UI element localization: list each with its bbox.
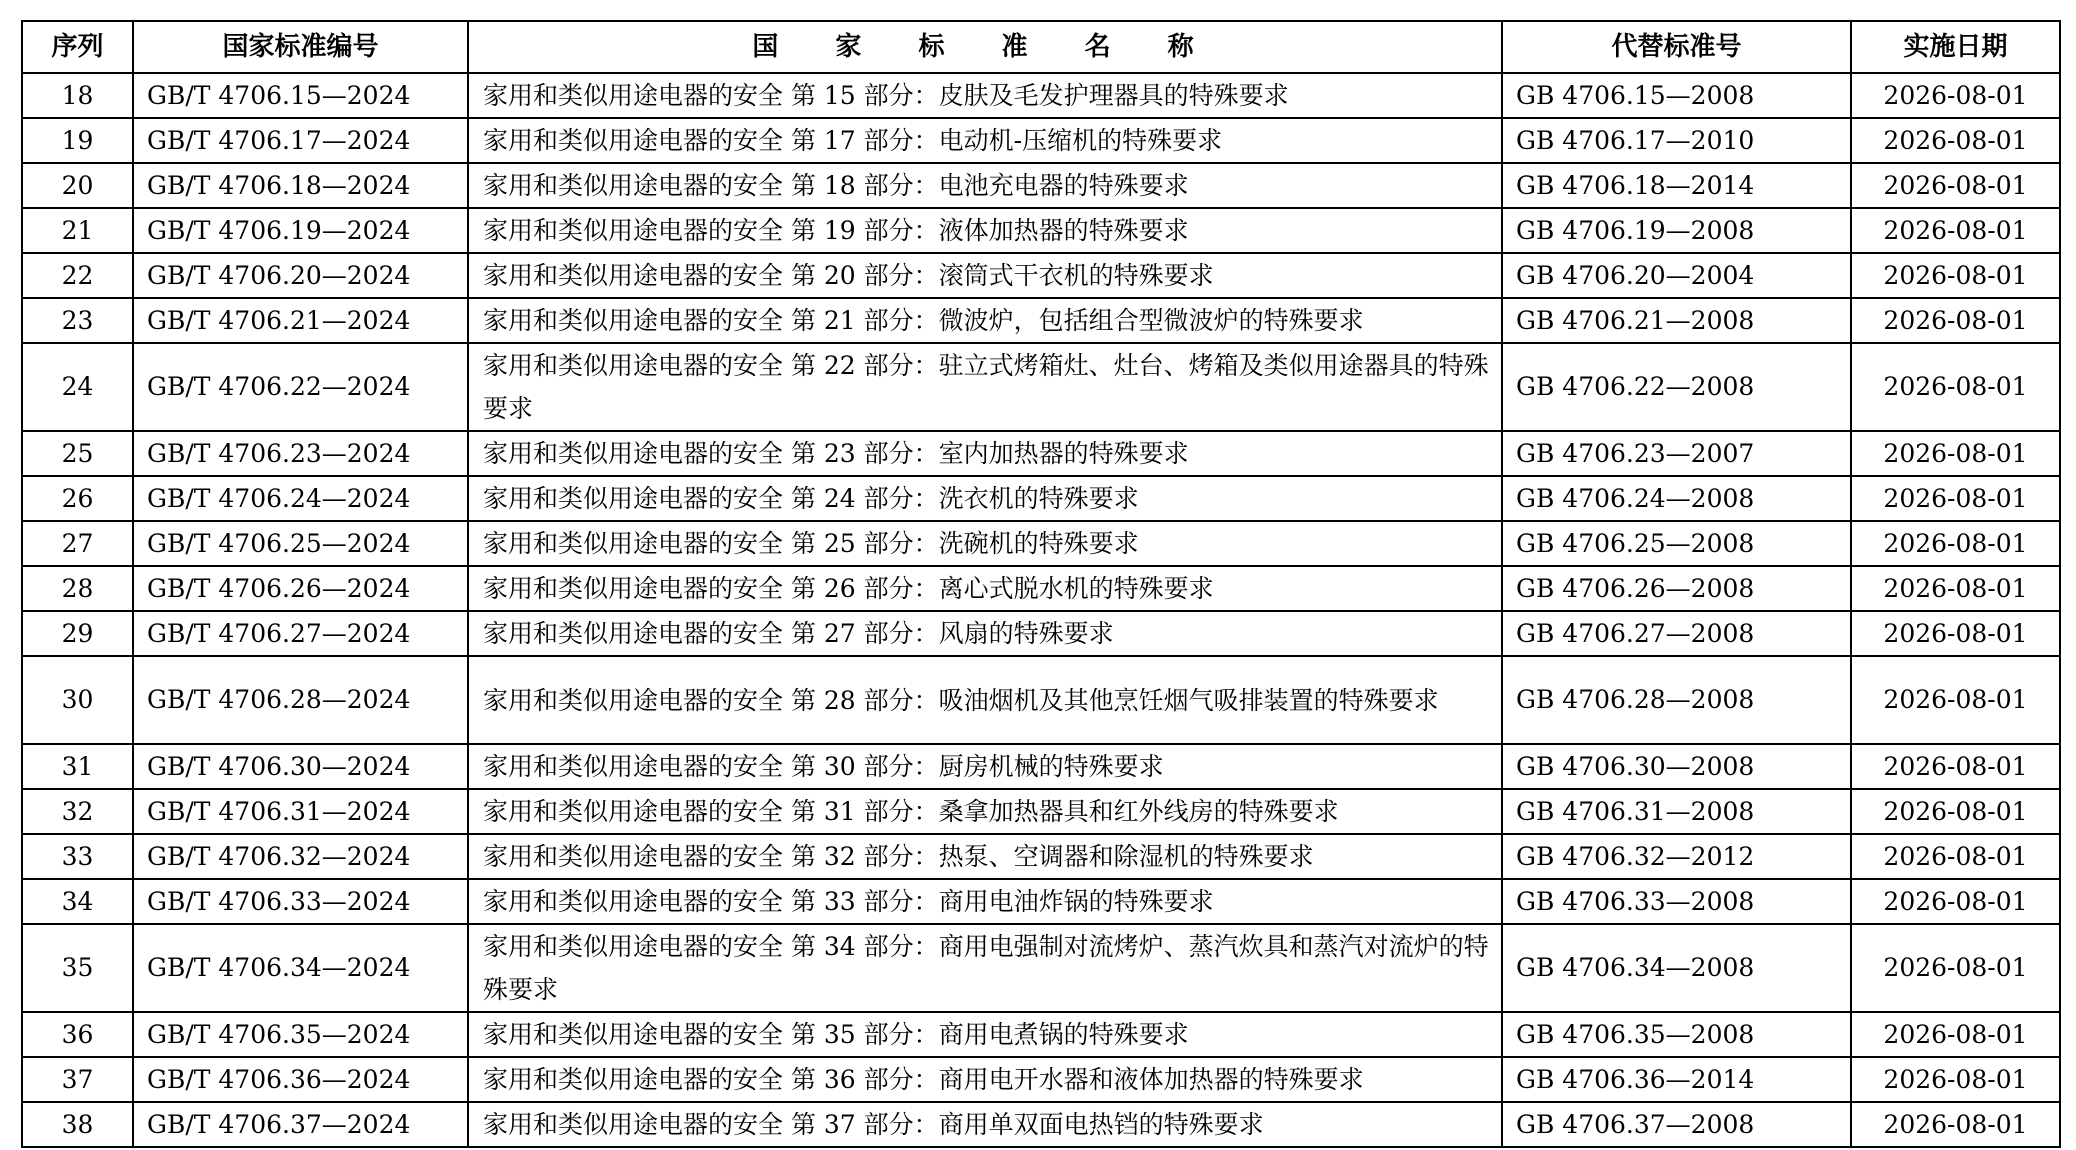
cell-replaced-standard: GB 4706.28—2008	[1502, 656, 1851, 744]
cell-standard-name: 家用和类似用途电器的安全 第 26 部分：离心式脱水机的特殊要求	[468, 566, 1502, 611]
cell-standard-code: GB/T 4706.18—2024	[133, 163, 468, 208]
table-row	[22, 118, 2060, 163]
table-row	[22, 431, 2060, 476]
header-replaced-standard: 代替标准号	[1502, 21, 1851, 73]
cell-standard-name: 家用和类似用途电器的安全 第 33 部分：商用电油炸锅的特殊要求	[468, 879, 1502, 924]
cell-implementation-date: 2026-08-01	[1851, 476, 2060, 521]
cell-standard-code: GB/T 4706.23—2024	[133, 431, 468, 476]
cell-implementation-date: 2026-08-01	[1851, 1057, 2060, 1102]
cell-seq: 34	[22, 879, 133, 924]
header-standard-name: 国 家 标 准 名 称	[468, 21, 1502, 73]
standards-document	[21, 20, 2059, 1148]
cell-implementation-date: 2026-08-01	[1851, 879, 2060, 924]
cell-implementation-date: 2026-08-01	[1851, 208, 2060, 253]
cell-seq: 29	[22, 611, 133, 656]
cell-standard-name: 家用和类似用途电器的安全 第 19 部分：液体加热器的特殊要求	[468, 208, 1502, 253]
header-standard-code: 国家标准编号	[133, 21, 468, 73]
table-row	[22, 253, 2060, 298]
cell-standard-name: 家用和类似用途电器的安全 第 27 部分：风扇的特殊要求	[468, 611, 1502, 656]
cell-seq: 33	[22, 834, 133, 879]
cell-standard-code: GB/T 4706.27—2024	[133, 611, 468, 656]
cell-implementation-date: 2026-08-01	[1851, 566, 2060, 611]
standards-table	[21, 20, 2061, 1148]
cell-seq: 22	[22, 253, 133, 298]
table-body	[22, 73, 2060, 1147]
table-row	[22, 476, 2060, 521]
cell-implementation-date: 2026-08-01	[1851, 611, 2060, 656]
cell-standard-name: 家用和类似用途电器的安全 第 20 部分：滚筒式干衣机的特殊要求	[468, 253, 1502, 298]
cell-seq: 37	[22, 1057, 133, 1102]
header-seq: 序列	[22, 21, 133, 73]
cell-replaced-standard: GB 4706.23—2007	[1502, 431, 1851, 476]
cell-implementation-date: 2026-08-01	[1851, 789, 2060, 834]
cell-implementation-date: 2026-08-01	[1851, 298, 2060, 343]
table-row	[22, 521, 2060, 566]
cell-replaced-standard: GB 4706.30—2008	[1502, 744, 1851, 789]
cell-implementation-date: 2026-08-01	[1851, 73, 2060, 118]
table-row	[22, 1012, 2060, 1057]
cell-implementation-date: 2026-08-01	[1851, 744, 2060, 789]
cell-replaced-standard: GB 4706.22—2008	[1502, 343, 1851, 431]
cell-standard-code: GB/T 4706.19—2024	[133, 208, 468, 253]
cell-replaced-standard: GB 4706.34—2008	[1502, 924, 1851, 1012]
cell-standard-name: 家用和类似用途电器的安全 第 32 部分：热泵、空调器和除湿机的特殊要求	[468, 834, 1502, 879]
cell-standard-code: GB/T 4706.32—2024	[133, 834, 468, 879]
header-row	[22, 21, 2060, 73]
cell-seq: 20	[22, 163, 133, 208]
cell-replaced-standard: GB 4706.31—2008	[1502, 789, 1851, 834]
cell-replaced-standard: GB 4706.15—2008	[1502, 73, 1851, 118]
cell-standard-code: GB/T 4706.30—2024	[133, 744, 468, 789]
table-row	[22, 1057, 2060, 1102]
cell-standard-code: GB/T 4706.25—2024	[133, 521, 468, 566]
table-row	[22, 879, 2060, 924]
table-row	[22, 834, 2060, 879]
cell-standard-name: 家用和类似用途电器的安全 第 34 部分：商用电强制对流烤炉、蒸汽炊具和蒸汽对流炉的特殊要求	[468, 924, 1502, 1012]
cell-standard-name: 家用和类似用途电器的安全 第 17 部分：电动机-压缩机的特殊要求	[468, 118, 1502, 163]
cell-standard-name: 家用和类似用途电器的安全 第 23 部分：室内加热器的特殊要求	[468, 431, 1502, 476]
cell-seq: 32	[22, 789, 133, 834]
table-row	[22, 789, 2060, 834]
cell-seq: 38	[22, 1102, 133, 1147]
cell-standard-code: GB/T 4706.20—2024	[133, 253, 468, 298]
cell-seq: 30	[22, 656, 133, 744]
cell-seq: 25	[22, 431, 133, 476]
cell-replaced-standard: GB 4706.26—2008	[1502, 566, 1851, 611]
table-header	[22, 21, 2060, 73]
table-row	[22, 298, 2060, 343]
table-row	[22, 744, 2060, 789]
cell-standard-code: GB/T 4706.17—2024	[133, 118, 468, 163]
cell-standard-code: GB/T 4706.24—2024	[133, 476, 468, 521]
cell-standard-code: GB/T 4706.37—2024	[133, 1102, 468, 1147]
table-row	[22, 611, 2060, 656]
cell-seq: 35	[22, 924, 133, 1012]
cell-seq: 31	[22, 744, 133, 789]
cell-replaced-standard: GB 4706.37—2008	[1502, 1102, 1851, 1147]
table-row	[22, 208, 2060, 253]
cell-standard-name: 家用和类似用途电器的安全 第 30 部分：厨房机械的特殊要求	[468, 744, 1502, 789]
cell-seq: 21	[22, 208, 133, 253]
cell-replaced-standard: GB 4706.18—2014	[1502, 163, 1851, 208]
table-row	[22, 566, 2060, 611]
cell-standard-code: GB/T 4706.28—2024	[133, 656, 468, 744]
cell-standard-code: GB/T 4706.15—2024	[133, 73, 468, 118]
cell-seq: 26	[22, 476, 133, 521]
cell-replaced-standard: GB 4706.33—2008	[1502, 879, 1851, 924]
cell-replaced-standard: GB 4706.25—2008	[1502, 521, 1851, 566]
cell-implementation-date: 2026-08-01	[1851, 834, 2060, 879]
cell-replaced-standard: GB 4706.36—2014	[1502, 1057, 1851, 1102]
table-row	[22, 924, 2060, 1012]
cell-standard-code: GB/T 4706.22—2024	[133, 343, 468, 431]
cell-standard-name: 家用和类似用途电器的安全 第 31 部分：桑拿加热器具和红外线房的特殊要求	[468, 789, 1502, 834]
cell-standard-name: 家用和类似用途电器的安全 第 15 部分：皮肤及毛发护理器具的特殊要求	[468, 73, 1502, 118]
cell-seq: 36	[22, 1012, 133, 1057]
cell-implementation-date: 2026-08-01	[1851, 253, 2060, 298]
table-row	[22, 73, 2060, 118]
table-row	[22, 343, 2060, 431]
cell-standard-name: 家用和类似用途电器的安全 第 24 部分：洗衣机的特殊要求	[468, 476, 1502, 521]
cell-standard-name: 家用和类似用途电器的安全 第 21 部分：微波炉，包括组合型微波炉的特殊要求	[468, 298, 1502, 343]
cell-implementation-date: 2026-08-01	[1851, 118, 2060, 163]
cell-implementation-date: 2026-08-01	[1851, 1012, 2060, 1057]
cell-implementation-date: 2026-08-01	[1851, 431, 2060, 476]
cell-seq: 19	[22, 118, 133, 163]
cell-replaced-standard: GB 4706.27—2008	[1502, 611, 1851, 656]
cell-standard-name: 家用和类似用途电器的安全 第 37 部分：商用单双面电热铛的特殊要求	[468, 1102, 1502, 1147]
cell-standard-code: GB/T 4706.31—2024	[133, 789, 468, 834]
table-row	[22, 163, 2060, 208]
cell-standard-name: 家用和类似用途电器的安全 第 18 部分：电池充电器的特殊要求	[468, 163, 1502, 208]
cell-implementation-date: 2026-08-01	[1851, 656, 2060, 744]
cell-standard-code: GB/T 4706.21—2024	[133, 298, 468, 343]
cell-standard-code: GB/T 4706.34—2024	[133, 924, 468, 1012]
cell-standard-code: GB/T 4706.36—2024	[133, 1057, 468, 1102]
cell-replaced-standard: GB 4706.19—2008	[1502, 208, 1851, 253]
table-row	[22, 1102, 2060, 1147]
cell-replaced-standard: GB 4706.17—2010	[1502, 118, 1851, 163]
header-implementation-date: 实施日期	[1851, 21, 2060, 73]
cell-standard-code: GB/T 4706.35—2024	[133, 1012, 468, 1057]
cell-replaced-standard: GB 4706.24—2008	[1502, 476, 1851, 521]
cell-implementation-date: 2026-08-01	[1851, 924, 2060, 1012]
cell-standard-name: 家用和类似用途电器的安全 第 25 部分：洗碗机的特殊要求	[468, 521, 1502, 566]
cell-seq: 24	[22, 343, 133, 431]
cell-replaced-standard: GB 4706.20—2004	[1502, 253, 1851, 298]
cell-implementation-date: 2026-08-01	[1851, 343, 2060, 431]
cell-replaced-standard: GB 4706.32—2012	[1502, 834, 1851, 879]
table-row	[22, 656, 2060, 744]
cell-seq: 27	[22, 521, 133, 566]
cell-implementation-date: 2026-08-01	[1851, 1102, 2060, 1147]
cell-standard-code: GB/T 4706.33—2024	[133, 879, 468, 924]
cell-replaced-standard: GB 4706.35—2008	[1502, 1012, 1851, 1057]
cell-seq: 18	[22, 73, 133, 118]
cell-implementation-date: 2026-08-01	[1851, 163, 2060, 208]
cell-replaced-standard: GB 4706.21—2008	[1502, 298, 1851, 343]
cell-implementation-date: 2026-08-01	[1851, 521, 2060, 566]
cell-standard-name: 家用和类似用途电器的安全 第 22 部分：驻立式烤箱灶、灶台、烤箱及类似用途器具的特殊要求	[468, 343, 1502, 431]
cell-standard-name: 家用和类似用途电器的安全 第 28 部分：吸油烟机及其他烹饪烟气吸排装置的特殊要求	[468, 656, 1502, 744]
cell-seq: 23	[22, 298, 133, 343]
cell-seq: 28	[22, 566, 133, 611]
cell-standard-code: GB/T 4706.26—2024	[133, 566, 468, 611]
cell-standard-name: 家用和类似用途电器的安全 第 36 部分：商用电开水器和液体加热器的特殊要求	[468, 1057, 1502, 1102]
cell-standard-name: 家用和类似用途电器的安全 第 35 部分：商用电煮锅的特殊要求	[468, 1012, 1502, 1057]
